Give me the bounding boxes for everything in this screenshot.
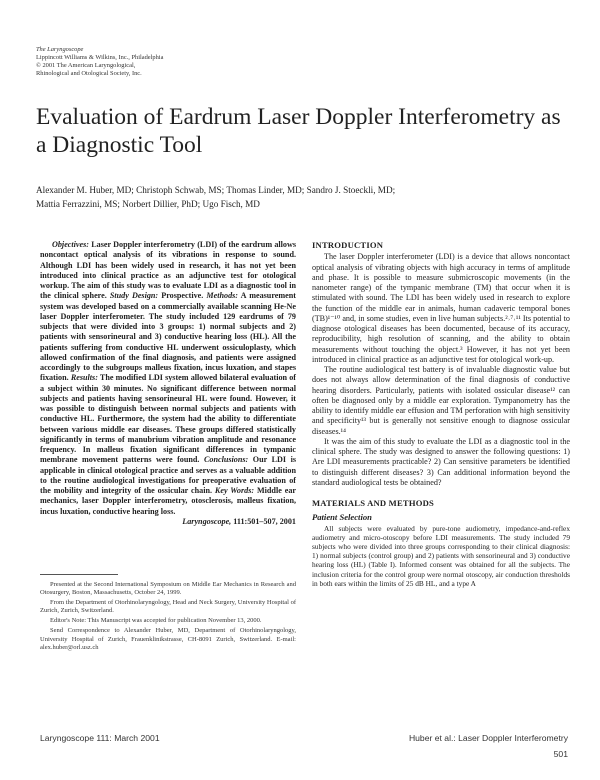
patient-selection-heading: Patient Selection (312, 512, 372, 523)
intro-paragraph-1: The laser Doppler interferometer (LDI) is a device that allows noncontact optical analysis of vibrating objects with high accuracy in terms of amplitude and phase. It is possible to measure submicroscopic movements (in the nanometer range) of the tympanic membrane (TM) that occur when it is stimulated with sound. The LDI has been widely used in research to explore the function of the middle ear in animals, human cadaveric temporal bones (TB)¹⁻¹⁰ and, in some studies, even in live human subjects.²˒⁷˒¹¹ Its potential to diagnose otological diseases has been documented, because of its accuracy, reproducibility, high resolution of scanning, and the ability to obtain measurements without touching the object.³ However, it has not yet been introduced in clinical practice as an adjunctive test for otological work-up. (312, 252, 570, 364)
author-list (36, 183, 576, 211)
introduction-heading: INTRODUCTION (312, 240, 384, 250)
results-text: The modified LDI system allowed bilateral evaluation of a subject within 30 minutes. No significant difference between normal subjects and patients having sensorineural HL were found. However, it was possible to distinguish between normal subjects and patients with conductive HL. Furthermore, the system had the ability to differentiate between various middle ear diseases. These groups differed statistically significantly in terms of manubrium vibration amplitude and resonance frequency. In malleus fixation significant differences in tympanic membrane movement patterns were found. (40, 373, 297, 465)
intro-paragraph-3: It was the aim of this study to evaluate the LDI as a diagnostic tool in the clinical sphere. The study was designed to answer the following questions: 1) Are LDI measurements practicable? 2) Can sensitive parameters be identified to distinguish different diseases? 3) Can additional information beyond the standard audiological tests be obtained? (312, 436, 570, 487)
footnote-correspondence: Send Correspondence to Alexander Huber, MD, Department of Otorhinolaryngology, University Hospital of Zurich, Frauenklinikstrasse, CH-8091 Zurich, Switzerland. E-mail: alex.huber@orl.usz.ch (40, 627, 296, 651)
journal-publisher: Lippincott Williams & Wilkins, Inc., Philadelphia (36, 54, 164, 61)
methods-text: A measurement system was developed based on a commercially available scanning He-Ne laser Doppler interferometer. The study included 129 eardrums of 79 subjects that were divided into 3 groups: 1) normal subjects and 2) patients with sensorineural and 3) conductive hearing loss (HL). All the patients suffering from conductive HL underwent ossiculoplasty, which allowed confirmation of the final diagnosis, and patients were assigned accordingly to the subgroups malleus fixation, incus luxation, and stapes fixation. (40, 291, 296, 383)
journal-header (36, 46, 163, 78)
citation-pages: 111:501–507, 2001 (231, 516, 296, 526)
intro-paragraph-2: The routine audiological test battery is of invaluable diagnostic value but does not always allow determination of the final diagnosis of conductive hearing disorders. Particularly, patients with isolated ossicular disease¹² can often be diagnosed only by a middle ear exploration. Tympanometry has the ability to identify middle ear effusion and TM perforation with high sensitivity and specificity¹³ but is generally not sensitive enough to diagnose ossicular diseases.¹⁴ (312, 365, 570, 436)
left-column (40, 240, 296, 654)
journal-name: The Laryngoscope (36, 46, 84, 53)
citation-line (40, 517, 296, 527)
authors-line-2: Mattia Ferrazzini, MS; Norbert Dillier, PhD; Ugo Fisch, MD (36, 199, 260, 209)
page-number: 501 (553, 749, 568, 759)
keywords-label: Key Words: (212, 486, 255, 495)
authors-line-1: Alexander M. Huber, MD; Christoph Schwab, MS; Thomas Linder, MD; Sandro J. Stoeckli, MD; (36, 185, 396, 195)
footer-journal: Laryngoscope 111: March 2001 (40, 733, 160, 743)
article-title: Evaluation of Eardrum Laser Doppler Interferometry as a Diagnostic Tool (36, 104, 561, 158)
objectives-label: Objectives: (52, 240, 89, 249)
methods-label: Methods: (203, 291, 239, 301)
footer-running-title: Huber et al.: Laser Doppler Interferometry (408, 733, 568, 743)
conclusions-text: Our LDI is applicable in clinical otological practice and serves as a valuable addition to the routine audiological investigations for preoperative evaluation of the mobility and integrity of the ossicular chain. (40, 455, 296, 495)
journal-copyright: © 2001 The American Laryngological, (36, 62, 136, 69)
methods-heading: MATERIALS AND METHODS (312, 498, 434, 508)
journal-society: Rhinological and Otological Society, Inc. (36, 70, 142, 77)
footnote-presented: Presented at the Second International Symposium on Middle Ear Mechanics in Research and Otosurgery, Boston, Massachusetts, October 24, 1999. (40, 581, 296, 597)
objectives-text: Laser Doppler interferometry (LDI) of the eardrum allows noncontact optical analysis of its vibrations in response to sound. Although LDI has been widely used in research, it has not yet been introduced into clinical practice as an adjunctive test for otological workup. The aim of this study was to evaluate LDI as a diagnostic tool in the clinical sphere. (40, 240, 296, 301)
results-label: Results: (68, 373, 98, 383)
methods-paragraph-1: All subjects were evaluated by pure-tone audiometry, impedance-and-reflex audiometry and micro-otoscopy before LDI measurements. The study included 79 subjects who were divided into three groups corresponding to their clinical diagnosis: 1) normal subjects (control group) and 2) patients with sensorineural and 3) conductive hearing loss (HL) (Table I). Informed consent was obtained for all the subjects. The inclusion criteria for the control group were normal otoscopy, air conduction thresholds in both ears within the limits of 25 dB HL, and a type A (312, 523, 570, 588)
abstract (40, 240, 296, 517)
keywords-text: Middle ear mechanics, laser Doppler interferometry, otosclerosis, malleus fixation, incus luxation, conductive hearing loss. (40, 486, 296, 516)
citation-journal: Laryngoscope, (182, 516, 232, 526)
footnote-rule (40, 574, 118, 575)
footnote-editor-note: Editor's Note: This Manuscript was accepted for publication November 13, 2000. (50, 617, 262, 625)
footnote-affiliation: From the Department of Otorhinolaryngology, Head and Neck Surgery, University Hospital of Zurich, Zurich, Switzerland. (40, 599, 296, 615)
conclusions-label: Conclusions: (199, 455, 249, 465)
design-text: Prospective. (158, 291, 204, 301)
design-label: Study Design: (106, 291, 159, 301)
right-column (312, 240, 570, 588)
